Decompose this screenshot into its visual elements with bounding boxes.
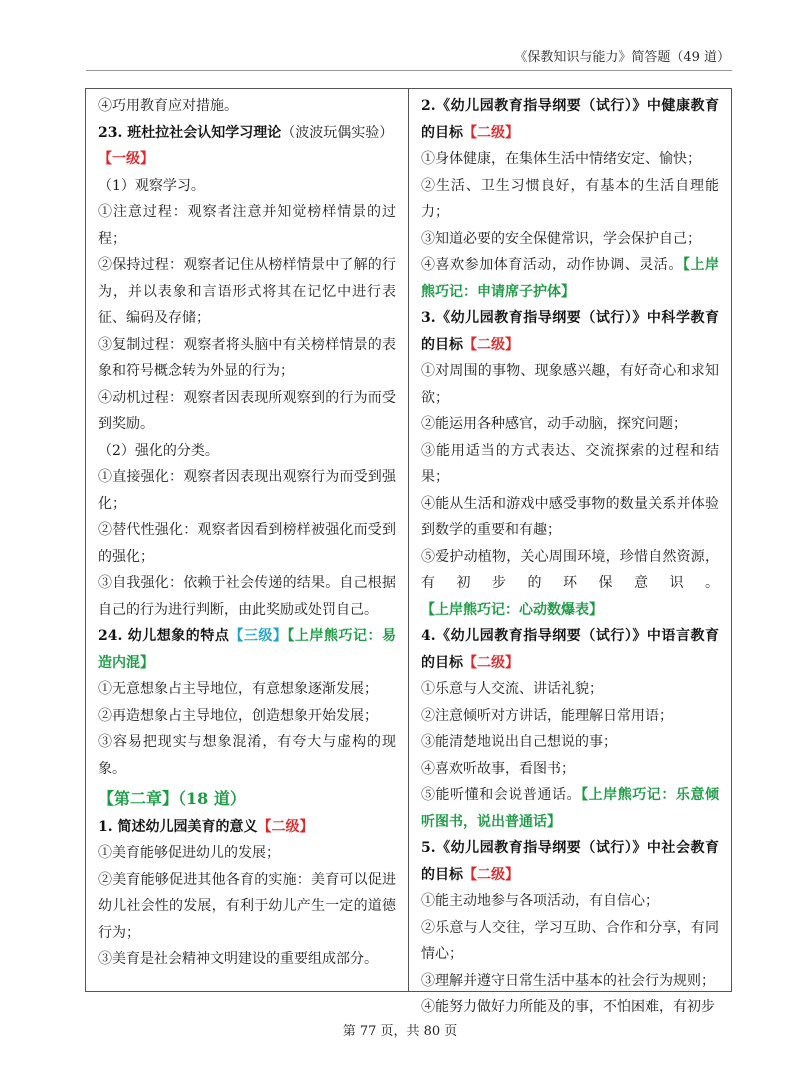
list-item: ②注意倾听对方讲话，能理解日常用语； — [421, 707, 673, 724]
q23-title: 23. 班杜拉社会认知学习理论 — [98, 124, 282, 141]
q1-title: 1. 简述幼儿园美育的意义 — [98, 818, 258, 835]
q24-tip: 【上岸熊巧记：易造内混】 — [98, 628, 397, 671]
q23-note: （波波玩偶实验） — [281, 124, 394, 141]
q3-last-item: ⑤爱护动植物，关心周围环境，珍惜自然资源，有初步的环保意识。 — [421, 548, 719, 591]
q24-heading — [98, 623, 396, 676]
list-item: ④动机过程：观察者因表现所观察到的行为而受到奖励。 — [98, 389, 396, 432]
carry-item: ④巧用教育应对措施。 — [98, 98, 238, 114]
list-item: ④能努力做好力所能及的事，不怕困难，有初步 — [421, 999, 715, 1015]
list-item — [421, 782, 719, 835]
q3-level: 【二级】 — [463, 336, 519, 353]
chapter-count: （18 道） — [178, 789, 246, 808]
list-item: ④喜欢听故事，看图书； — [421, 760, 575, 777]
list-item: ①注意过程：观察者注意并知觉榜样情景的过程； — [98, 204, 396, 247]
q4-level: 【二级】 — [463, 654, 519, 671]
q5-title: 5.《幼儿园教育指导纲要（试行）》中社会教育的目标 — [421, 840, 719, 883]
list-item: ②保持过程：观察者记住从榜样情景中了解的行为，并以表象和言语形式将其在记忆中进行表征、编码及存储； — [98, 257, 396, 326]
list-item: ①对周围的事物、现象感兴趣，有好奇心和求知欲； — [421, 363, 719, 406]
list-item: ①身体健康，在集体生活中情绪安定、愉快； — [421, 151, 701, 167]
q23-heading — [98, 120, 396, 147]
q24-title: 24. 幼儿想象的特点 — [98, 628, 230, 644]
left-column — [98, 93, 396, 973]
q24-level: 【三级】 — [229, 628, 288, 644]
q23-sub1: （1）观察学习。 — [98, 177, 205, 194]
header-rule — [86, 70, 732, 71]
q4-last-item: ⑤能听懂和会说普通话。 — [421, 787, 582, 803]
chapter-title: 【第二章】 — [98, 789, 179, 808]
q3-heading — [421, 305, 719, 358]
list-item: ②能运用各种感官，动手动脑，探究问题； — [421, 416, 687, 432]
list-item: ①直接强化：观察者因表现出观察行为而受到强化； — [98, 469, 396, 512]
list-item: ②乐意与人交往，学习互助、合作和分享，有同情心； — [421, 919, 719, 962]
running-head: 《保教知识与能力》简答题（49 道） — [514, 50, 730, 65]
q2-heading — [421, 93, 719, 146]
q4-title: 4.《幼儿园教育指导纲要（试行）》中语言教育的目标 — [421, 628, 719, 671]
page-number: 第 77 页，共 80 页 — [342, 1024, 458, 1039]
list-item: ①能主动地参与各项活动，有自信心； — [421, 893, 659, 909]
list-item — [421, 544, 719, 624]
q3-title: 3.《幼儿园教育指导纲要（试行）》中科学教育的目标 — [421, 310, 719, 353]
q2-tip: 【上岸熊巧记：申请席子护体】 — [421, 257, 720, 300]
q2-title: 2.《幼儿园教育指导纲要（试行）》中健康教育的目标 — [421, 98, 719, 141]
chapter-heading — [98, 786, 396, 814]
q5-heading — [421, 835, 719, 888]
list-item: ①无意想象占主导地位，有意想象逐渐发展； — [98, 681, 378, 697]
q3-tip: 【上岸熊巧记：心动数爆表】 — [421, 601, 603, 618]
list-item: ①美育能够促进幼儿的发展； — [98, 845, 280, 861]
list-item: ③理解并遵守日常生活中基本的社会行为规则； — [421, 972, 715, 989]
list-item: ②美育能够促进其他各育的实施：美育可以促进幼儿社会性的发展，有利于幼儿产生一定的道德行为； — [98, 871, 396, 941]
q2-last-item: ④喜欢参加体育活动，动作协调、灵活。 — [421, 257, 683, 273]
list-item: ③自我强化：依赖于社会传递的结果。自己根据自己的行为进行判断，由此奖励或处罚自己。 — [98, 575, 396, 618]
list-item: ②替代性强化：观察者因看到榜样被强化而受到的强化； — [98, 522, 396, 565]
q23-sub2: （2）强化的分类。 — [98, 442, 219, 459]
list-item: ③美育是社会精神文明建设的重要组成部分。 — [98, 951, 378, 967]
list-item: ③能用适当的方式表达、交流探索的过程和结果； — [421, 442, 719, 485]
q4-heading — [421, 623, 719, 676]
q5-level: 【二级】 — [463, 866, 519, 883]
list-item: ②再造想象占主导地位，创造想象开始发展； — [98, 707, 378, 724]
list-item: ③知道必要的安全保健常识，学会保护自己； — [421, 230, 701, 247]
q1-heading — [98, 814, 396, 841]
list-item: ②生活、卫生习惯良好，有基本的生活自理能力； — [421, 177, 719, 220]
q23-level: 【一级】 — [98, 151, 154, 167]
list-item: ③容易把现实与想象混淆，有夸大与虚构的现象。 — [98, 734, 396, 777]
q1-level: 【二级】 — [257, 818, 314, 835]
list-item — [421, 252, 719, 305]
list-item: ④能从生活和游戏中感受事物的数量关系并体验到数学的重要和有趣； — [421, 495, 719, 538]
list-item: ③复制过程：观察者将头脑中有关榜样情景的表象和符号概念转为外显的行为； — [98, 336, 396, 379]
right-column — [421, 93, 719, 1021]
column-divider — [408, 88, 409, 992]
list-item: ①乐意与人交流、讲话礼貌； — [421, 681, 603, 697]
q2-level: 【二级】 — [463, 124, 519, 141]
q4-tip: 【上岸熊巧记：乐意倾听图书，说出普通话】 — [421, 787, 720, 830]
list-item: ③能清楚地说出自己想说的事； — [421, 734, 617, 750]
